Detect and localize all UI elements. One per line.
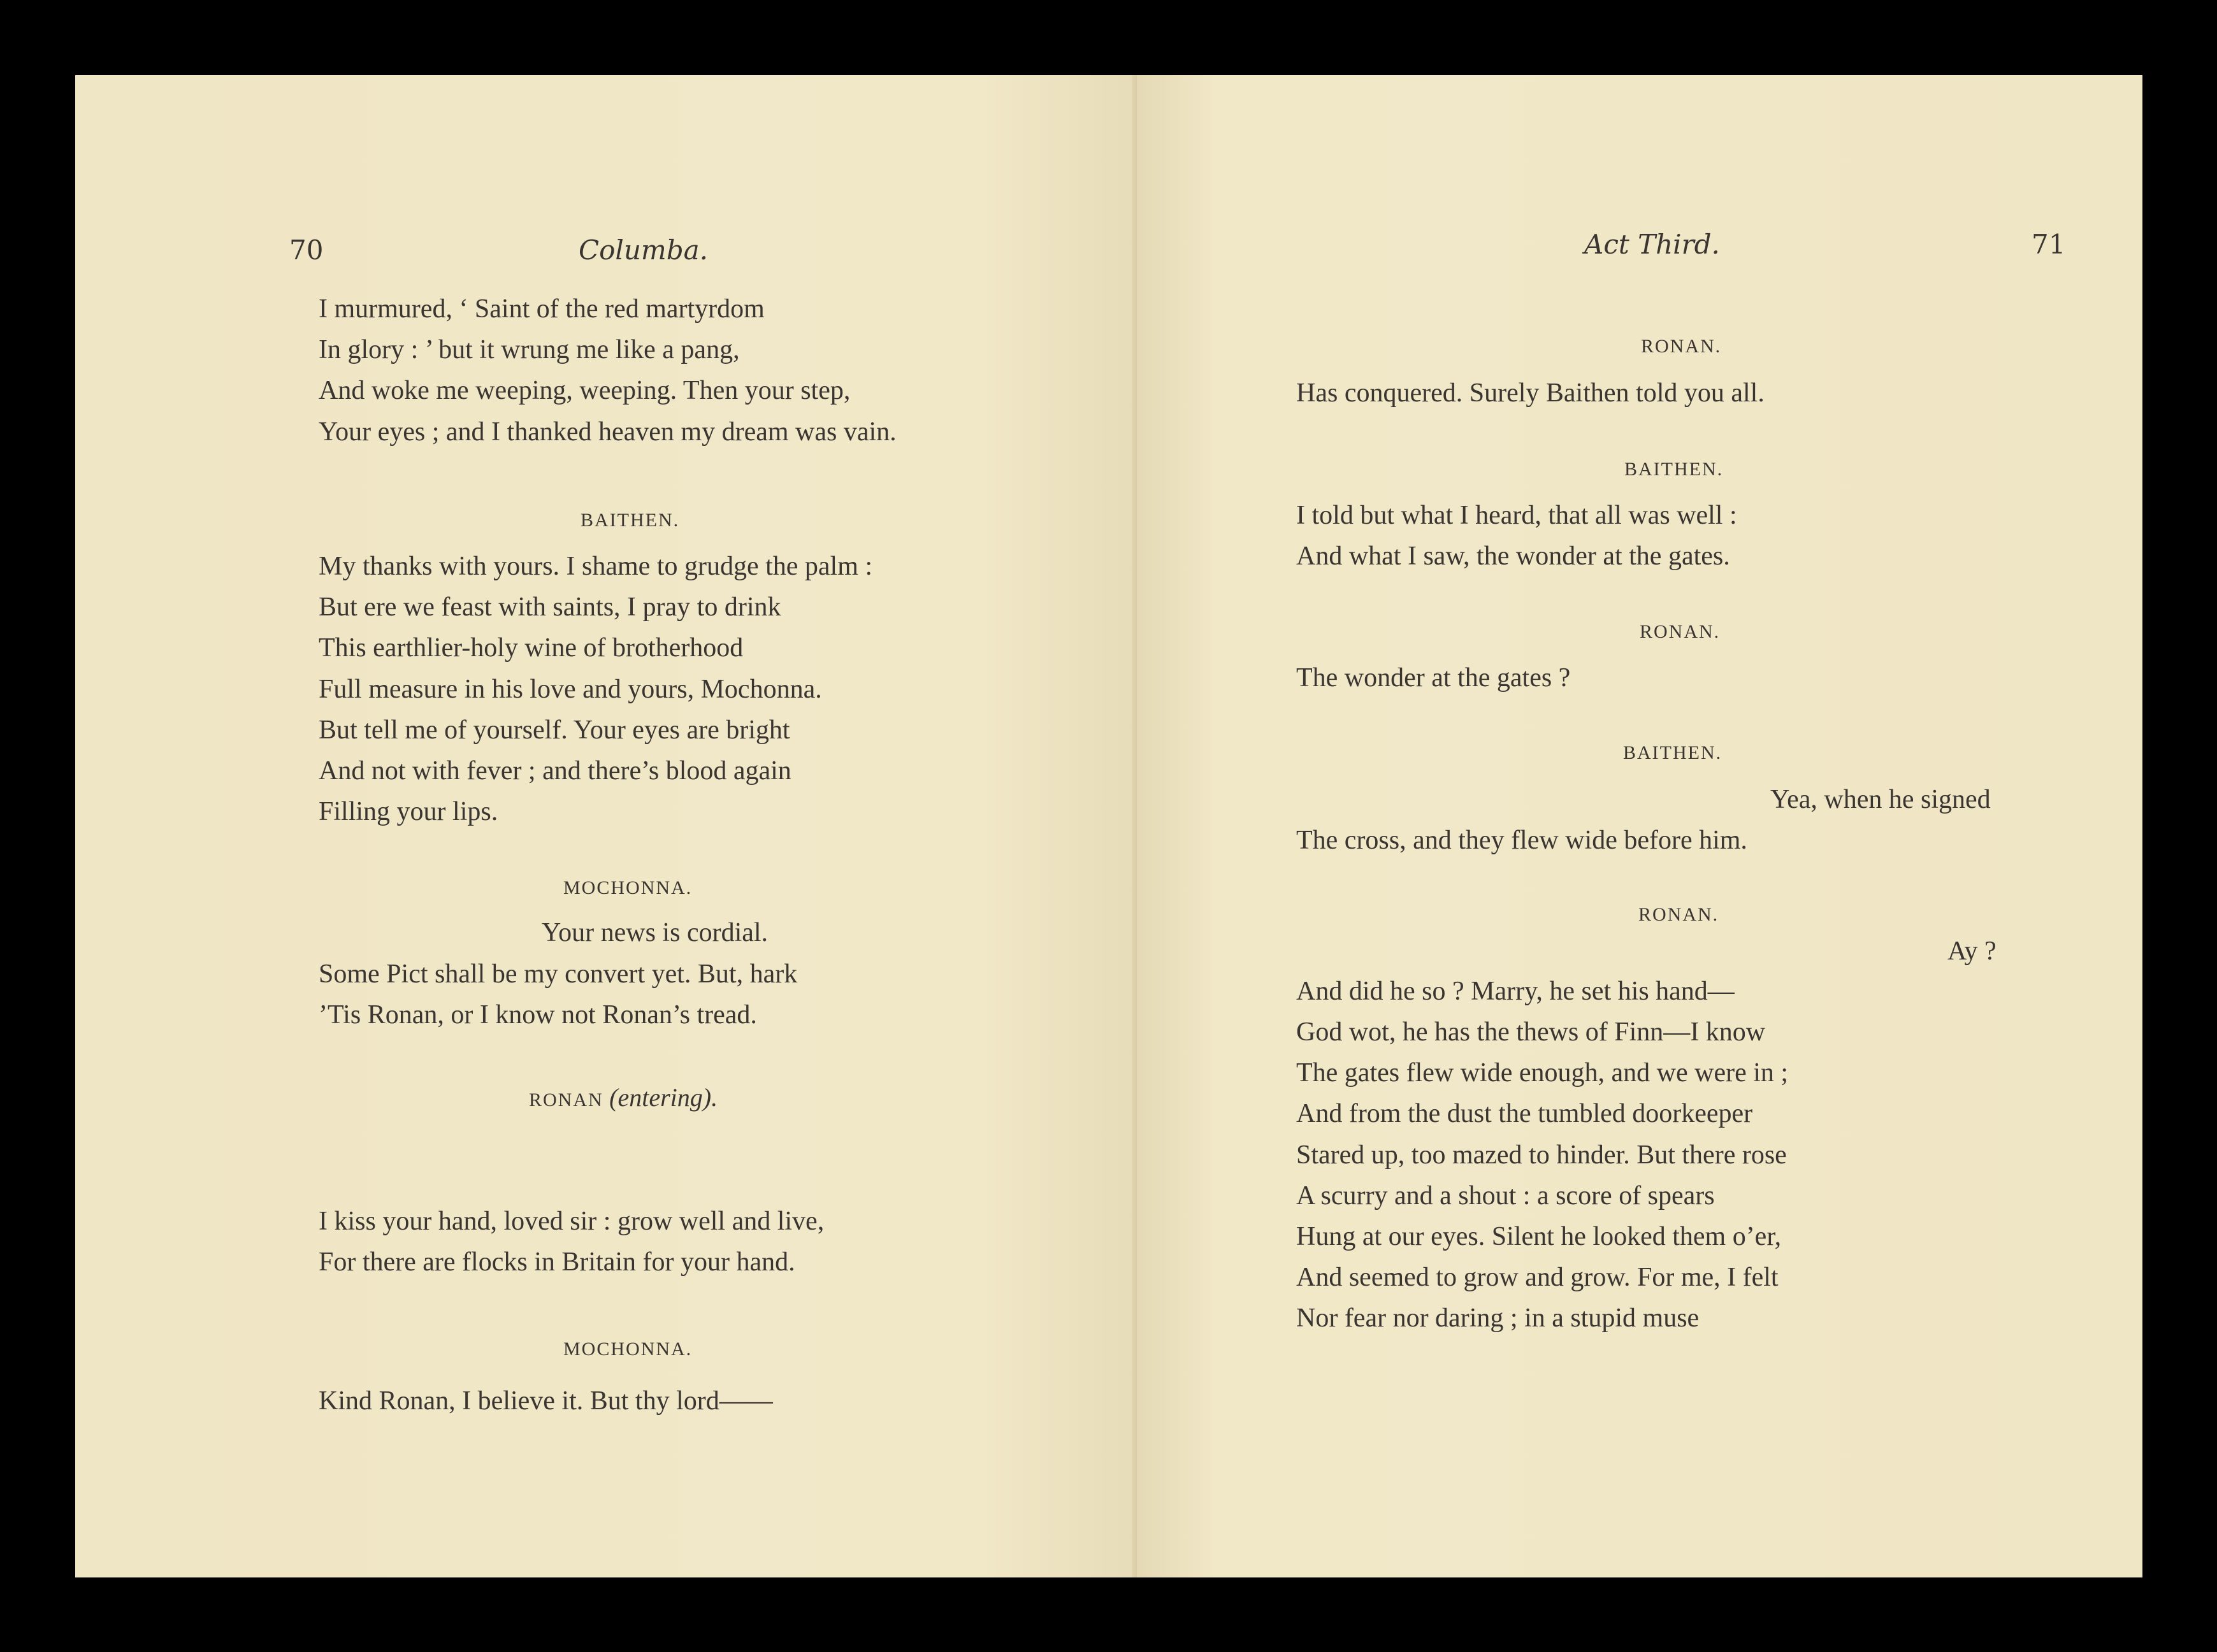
verse-line: Has conquered. Surely Baithen told you all. [1296,378,1765,408]
speaker-name: RONAN [529,1089,603,1110]
verse-line: I murmured, ‘ Saint of the red martyrdom [319,294,765,324]
page-number-left: 70 [289,234,324,266]
running-title-left: Columba. [579,234,709,266]
verse-line: And woke me weeping, weeping. Then your step, [319,376,851,405]
verse-line: The gates flew wide enough, and we were in ; [1296,1058,1789,1088]
verse-line: But ere we feast with saints, I pray to drink [319,593,781,622]
verse-line: Yea, when he signed [1770,785,1991,814]
speaker-label: BAITHEN. [1624,459,1724,480]
verse-line: I told but what I heard, that all was well : [1296,501,1737,530]
verse-line: Ay ? [1947,937,1997,966]
verse-line: The cross, and they flew wide before him. [1296,826,1747,855]
left-page [75,75,1137,1577]
verse-line: Stared up, too mazed to hinder. But there rose [1296,1140,1787,1170]
verse-line: And seemed to grow and grow. For me, I felt [1296,1263,1779,1292]
speaker-label: MOCHONNA. [563,1339,693,1360]
verse-line: Some Pict shall be my convert yet. But, hark [319,959,798,989]
verse-line: A scurry and a shout : a score of spears [1296,1181,1715,1210]
verse-line: I kiss your hand, loved sir : grow well and live, [319,1207,825,1236]
verse-line: Nor fear nor daring ; in a stupid muse [1296,1304,1700,1333]
verse-line: And what I saw, the wonder at the gates. [1296,542,1730,571]
book-spread [75,75,2142,1577]
verse-line: But tell me of yourself. Your eyes are bright [319,715,790,745]
verse-line: Kind Ronan, I believe it. But thy lord—— [319,1386,773,1416]
speaker-label: BAITHEN. [1623,742,1722,763]
speaker-label: RONAN. [1638,904,1719,925]
page-number-right: 71 [2032,229,2066,260]
speaker-label [529,1085,718,1113]
stage-direction: (entering). [609,1083,718,1112]
verse-line: Your news is cordial. [542,918,769,947]
speaker-label: RONAN. [1641,336,1722,357]
speaker-label: MOCHONNA. [563,877,693,898]
verse-line: Full measure in his love and yours, Mochonna. [319,675,822,704]
verse-line: And did he so ? Marry, he set his hand— [1296,977,1735,1006]
speaker-label: RONAN. [1640,621,1721,642]
verse-line: In glory : ’ but it wrung me like a pang, [319,335,740,364]
running-title-right: Act Third. [1584,229,1720,260]
verse-line: Your eyes ; and I thanked heaven my dream was vain. [319,417,897,447]
speaker-label: BAITHEN. [581,510,680,531]
verse-line: And not with fever ; and there’s blood again [319,756,791,786]
verse-line: My thanks with yours. I shame to grudge the palm : [319,552,873,581]
verse-line: This earthlier-holy wine of brotherhood [319,633,744,663]
verse-line: Filling your lips. [319,797,498,826]
verse-line: And from the dust the tumbled doorkeeper [1296,1099,1753,1128]
verse-line: God wot, he has the thews of Finn—I know [1296,1017,1766,1047]
verse-line: For there are flocks in Britain for your hand. [319,1247,795,1277]
verse-line: The wonder at the gates ? [1296,663,1571,693]
verse-line: Hung at our eyes. Silent he looked them o’er, [1296,1222,1782,1251]
right-page [1137,75,2142,1577]
verse-line: ’Tis Ronan, or I know not Ronan’s tread. [319,1000,757,1030]
